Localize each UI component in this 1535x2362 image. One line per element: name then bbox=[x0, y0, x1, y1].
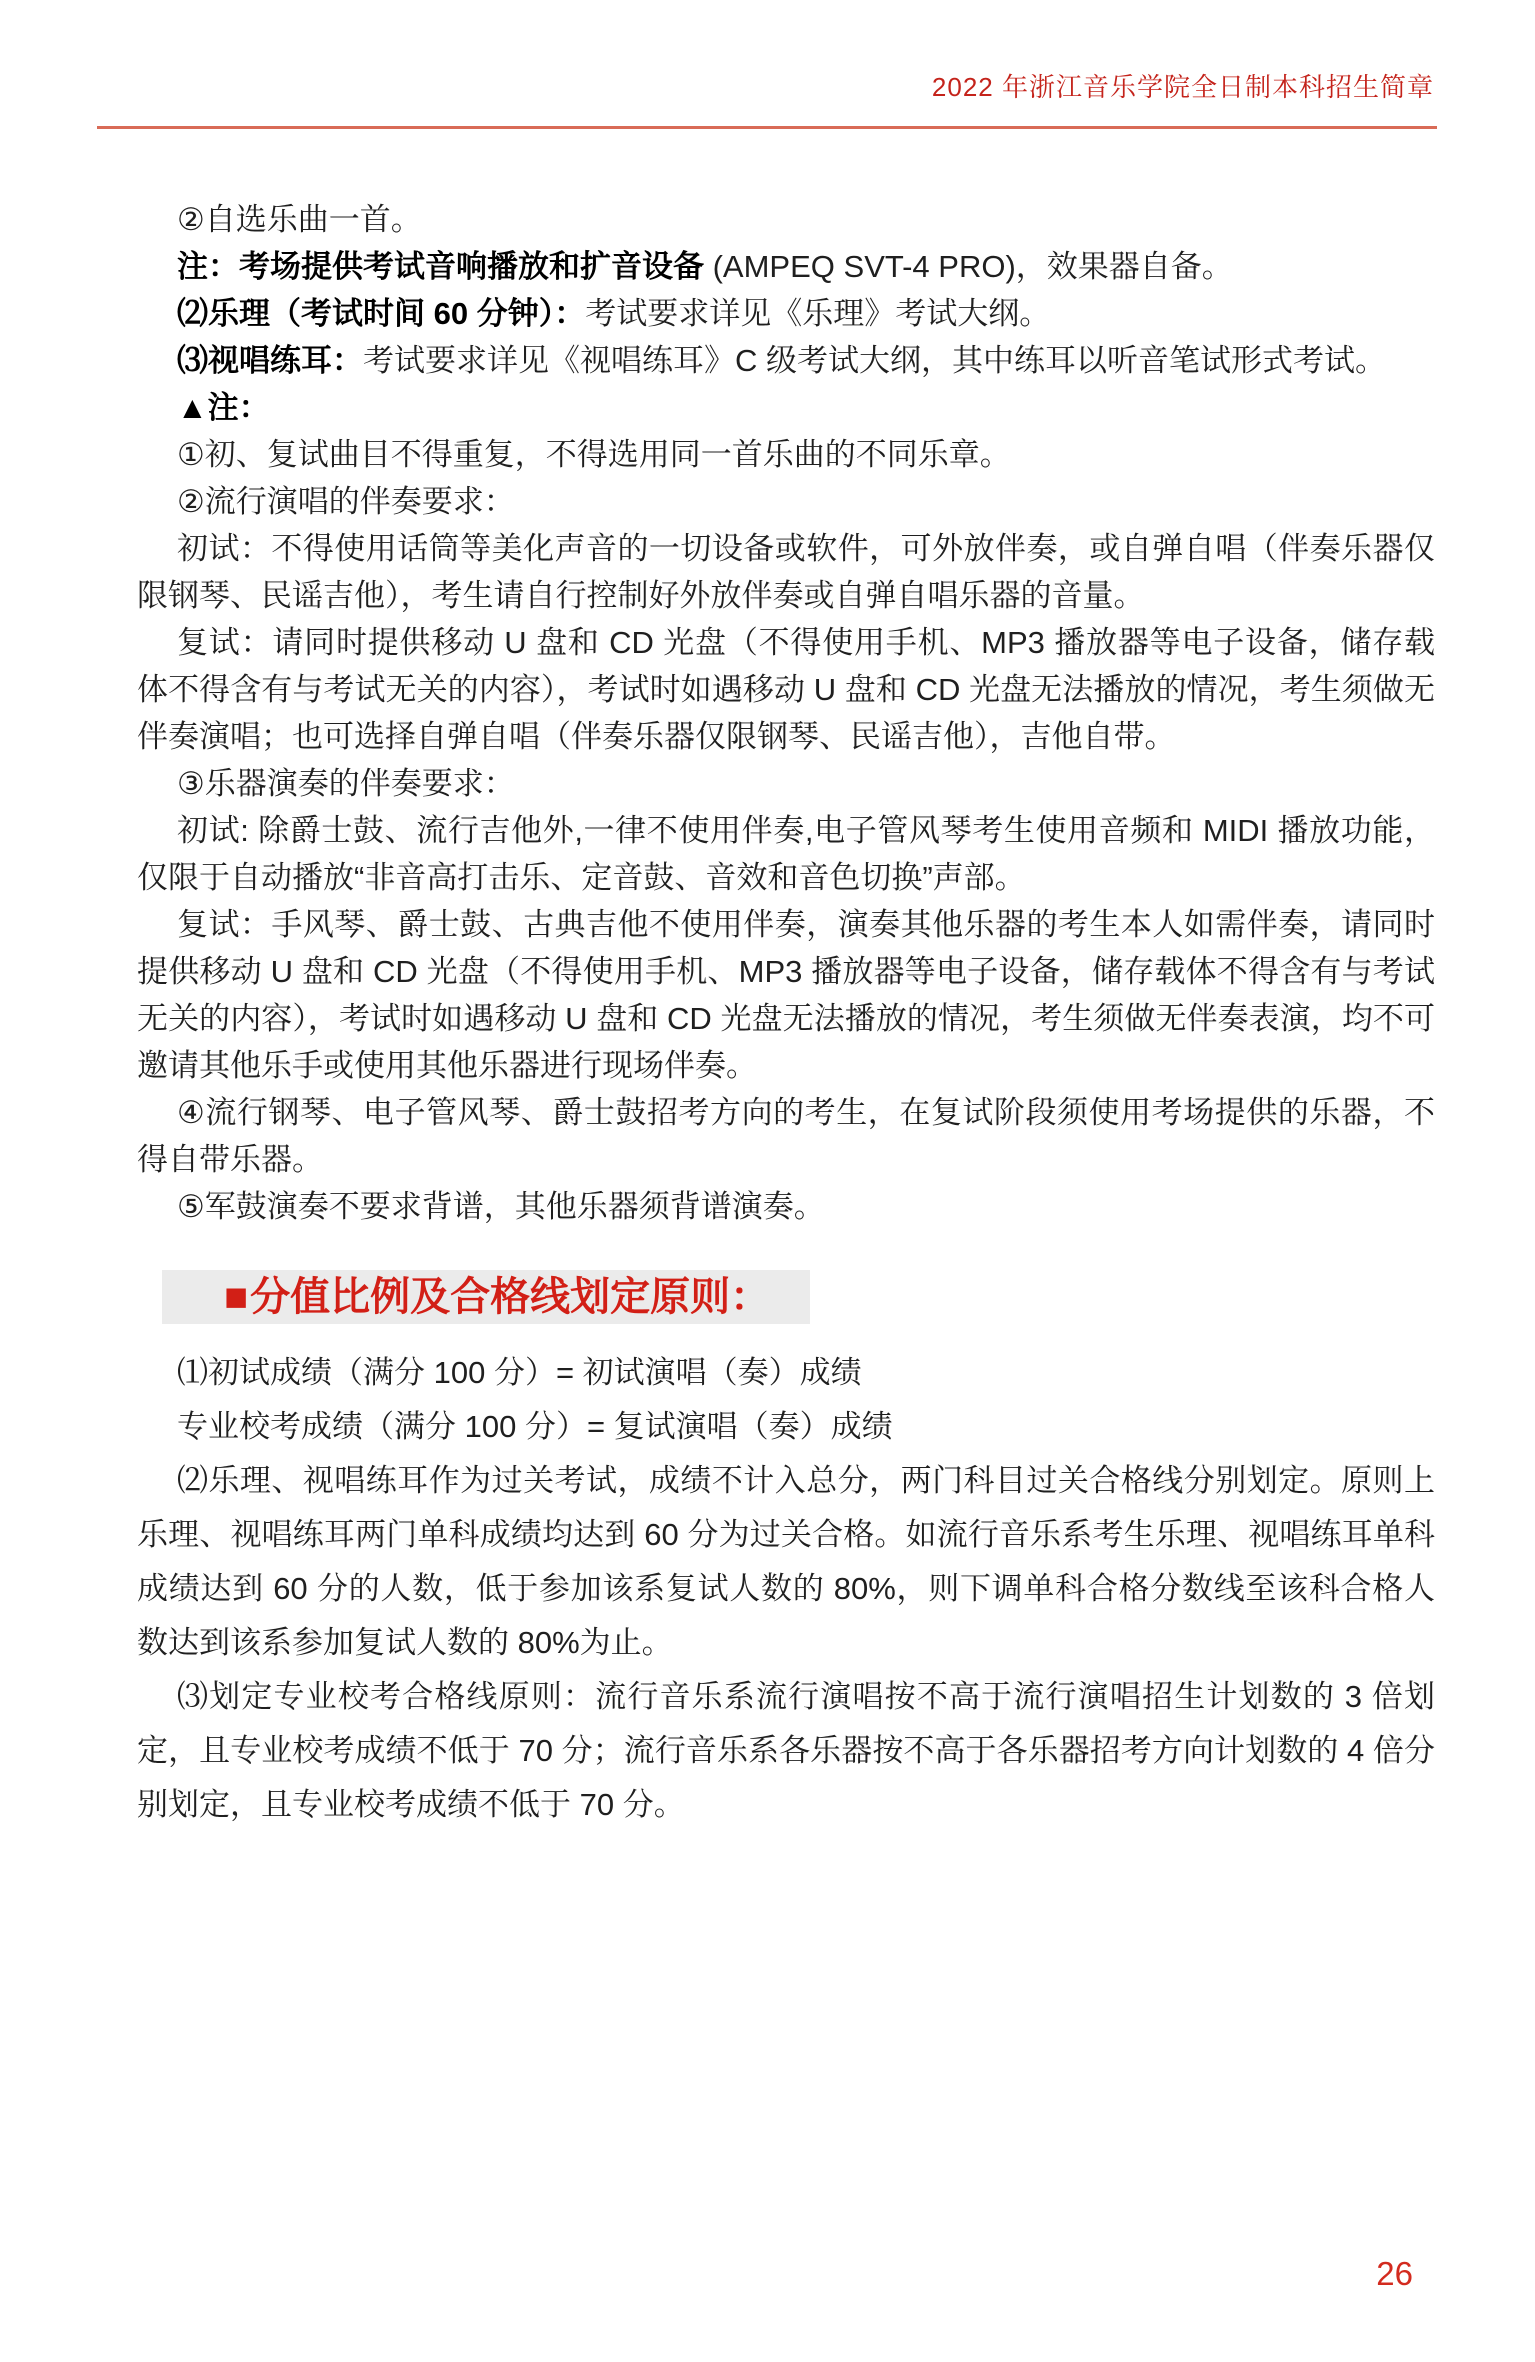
paragraph bbox=[137, 196, 1435, 243]
page-header-title: 2022 年浙江音乐学院全日制本科招生简章 bbox=[931, 72, 1434, 102]
paragraph bbox=[137, 290, 1435, 337]
paragraph-text: ⑴初试成绩（满分 100 分）= 初试演唱（奏）成绩 bbox=[177, 1355, 862, 1390]
page-body bbox=[137, 196, 1435, 1832]
paragraph-lead: ⑵乐理（考试时间 60 分钟）： bbox=[177, 296, 586, 331]
paragraph-text: 专业校考成绩（满分 100 分）= 复试演唱（奏）成绩 bbox=[177, 1409, 893, 1444]
paragraph bbox=[137, 525, 1435, 619]
paragraph bbox=[137, 807, 1435, 901]
section-title-bar bbox=[162, 1270, 810, 1324]
paragraph-text: 复试：请同时提供移动 U 盘和 CD 光盘（不得使用手机、MP3 播放器等电子设备，储存载体不得含有与考试无关的内容），考试时如遇移动 U 盘和 CD 光盘无法播放的情况，考生须做无伴奏演唱；也可选择自弹自唱（伴奏乐器仅限钢琴、民谣吉他），吉他自带。 bbox=[137, 625, 1435, 754]
paragraph bbox=[137, 760, 1435, 807]
paragraph bbox=[137, 1400, 1435, 1454]
paragraph bbox=[137, 1089, 1435, 1183]
paragraph-text: ②自选乐曲一首。 bbox=[177, 202, 422, 237]
section-title-text: 分值比例及合格线划定原则： bbox=[250, 1275, 771, 1319]
paragraph bbox=[137, 243, 1435, 290]
footer-page-number: 26 bbox=[1376, 2255, 1413, 2292]
paragraph bbox=[137, 1454, 1435, 1670]
paragraph-text: ⑵乐理、视唱练耳作为过关考试，成绩不计入总分，两门科目过关合格线分别划定。原则上乐理、视唱练耳两门单科成绩均达到 60 分为过关合格。如流行音乐系考生乐理、视唱练耳单科成绩达到 60 分的人数，低于参加该系复试人数的 80%，则下调单科合格分数线至该科合格人数达到该系参加复试人数的 80%为止。 bbox=[137, 1463, 1435, 1660]
paragraph-text: (AMPEQ SVT-4 PRO)，效果器自备。 bbox=[704, 249, 1233, 284]
paragraph bbox=[137, 1346, 1435, 1400]
paragraph-text: ③乐器演奏的伴奏要求： bbox=[177, 766, 515, 801]
section-body bbox=[137, 1346, 1435, 1832]
paragraph bbox=[137, 384, 1435, 431]
paragraph-text: 初试: 除爵士鼓、流行吉他外,一律不使用伴奏,电子管风琴考生使用音频和 MIDI 播放功能，仅限于自动播放“非音高打击乐、定音鼓、音效和音色切换”声部。 bbox=[137, 813, 1435, 895]
paragraph-text: 考试要求详见《乐理》考试大纲。 bbox=[585, 296, 1051, 331]
paragraph-text: ①初、复试曲目不得重复，不得选用同一首乐曲的不同乐章。 bbox=[177, 437, 1011, 472]
paragraph-text: ⑤军鼓演奏不要求背谱，其他乐器须背谱演奏。 bbox=[177, 1189, 825, 1224]
paragraph-text: ②流行演唱的伴奏要求： bbox=[177, 484, 515, 519]
paragraph-text: ⑶划定专业校考合格线原则：流行音乐系流行演唱按不高于流行演唱招生计划数的 3 倍划定，且专业校考成绩不低于 70 分；流行音乐系各乐器按不高于各乐器招考方向计划数的 4 倍分别划定，且专业校考成绩不低于 70 分。 bbox=[137, 1679, 1435, 1822]
paragraph-text: ④流行钢琴、电子管风琴、爵士鼓招考方向的考生，在复试阶段须使用考场提供的乐器，不得自带乐器。 bbox=[137, 1095, 1435, 1177]
paragraph bbox=[137, 431, 1435, 478]
paragraph-text: 初试：不得使用话筒等美化声音的一切设备或软件，可外放伴奏，或自弹自唱（伴奏乐器仅限钢琴、民谣吉他），考生请自行控制好外放伴奏或自弹自唱乐器的音量。 bbox=[137, 531, 1435, 613]
paragraph bbox=[137, 1183, 1435, 1230]
section-marker-icon: ■ bbox=[224, 1275, 249, 1319]
section-title bbox=[224, 1276, 770, 1318]
paragraph bbox=[137, 337, 1435, 384]
paragraph bbox=[137, 619, 1435, 760]
paragraph bbox=[137, 1670, 1435, 1832]
paragraph-text: 考试要求详见《视唱练耳》C 级考试大纲，其中练耳以听音笔试形式考试。 bbox=[363, 343, 1386, 378]
paragraph-lead: ⑶视唱练耳： bbox=[177, 343, 363, 378]
header-divider-rule bbox=[97, 126, 1437, 129]
paragraph-lead: 注：考场提供考试音响播放和扩音设备 bbox=[177, 249, 704, 284]
paragraph-lead: ▲注： bbox=[177, 390, 270, 425]
paragraph bbox=[137, 478, 1435, 525]
paragraph-text: 复试：手风琴、爵士鼓、古典吉他不使用伴奏，演奏其他乐器的考生本人如需伴奏，请同时提供移动 U 盘和 CD 光盘（不得使用手机、MP3 播放器等电子设备，储存载体不得含有与考试无关的内容），考试时如遇移动 U 盘和 CD 光盘无法播放的情况，考生须做无伴奏表演，均不可邀请其他乐手或使用其他乐器进行现场伴奏。 bbox=[137, 907, 1435, 1083]
paragraph bbox=[137, 901, 1435, 1089]
